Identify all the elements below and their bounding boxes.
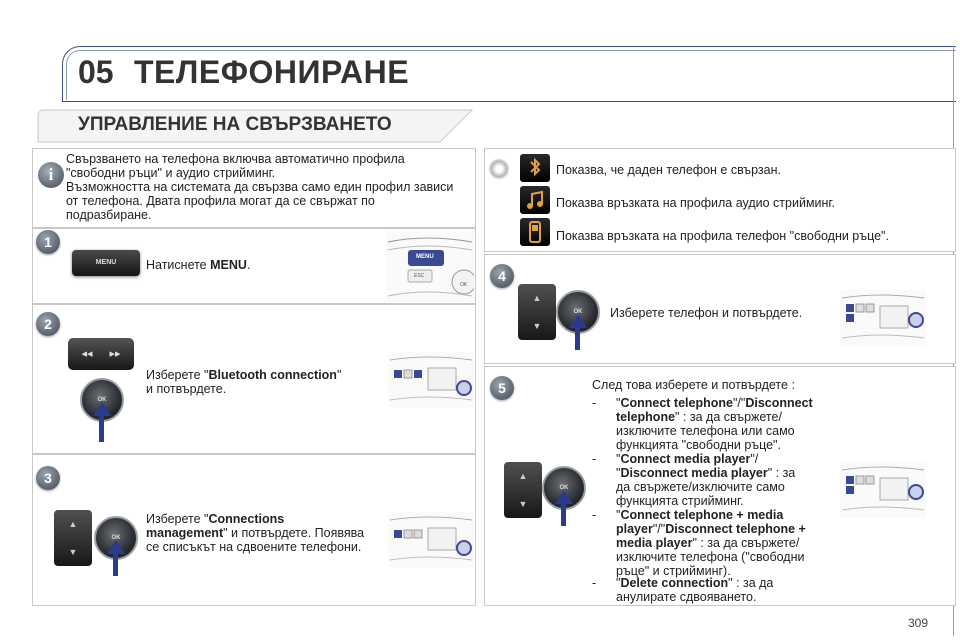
- radio-drawing: [386, 230, 474, 302]
- step-5-item-3: - "Connect telephone + media player"/"Disconnect telephone + media player" : за да свържете/ изключите телефона ("свободни ръце" и стрийминг).: [592, 508, 806, 578]
- menu-button[interactable]: MENU: [72, 250, 140, 276]
- info-icon: i: [38, 162, 64, 188]
- phone-icon: [520, 218, 550, 246]
- seek-forward-button[interactable]: ▸▸: [96, 338, 134, 370]
- chapter-number: 05: [78, 54, 114, 90]
- radio-ok-label: OK: [460, 282, 468, 288]
- section-title: УПРАВЛЕНИЕ НА СВЪРЗВАНЕТО: [78, 114, 392, 135]
- up-down-buttons-step-3[interactable]: ▲ ▼: [54, 510, 92, 566]
- up-down-buttons-step-4[interactable]: ▲ ▼: [518, 284, 556, 340]
- radio-esc-label: ESC: [414, 273, 425, 279]
- ok-knob-step-4[interactable]: OK: [556, 290, 600, 334]
- ok-knob-step-5[interactable]: OK: [542, 466, 586, 510]
- radio-panel-menu: [386, 230, 474, 302]
- step-5-intro: След това изберете и потвърдете :: [592, 378, 795, 392]
- step-2-text: Изберете "Bluetooth connection" и потвърдете.: [146, 368, 342, 396]
- arrow-head-step-4: [569, 314, 587, 328]
- step-5-item-2: - "Connect media player"/ "Disconnect media player" : за да свържете/изключите само функцията стрийминг.: [592, 452, 796, 508]
- chapter-title: ТЕЛЕФОНИРАНЕ: [134, 54, 410, 90]
- radio-panel-step-5a: [840, 462, 926, 518]
- status-bluetooth-text: Показва, че даден телефон е свързан.: [556, 163, 781, 177]
- radio-panel-step-2: [388, 352, 474, 408]
- ok-knob-step-3[interactable]: OK: [94, 516, 138, 560]
- info-text-1: Свързването на телефона включва автоматично профила "свободни ръци" и аудио стрийминг.: [66, 152, 405, 180]
- info-text-2: Възможността на системата да свързва само един профил зависи от телефона. Двата профила могат да се свържат по подразбиране.: [66, 180, 454, 222]
- step-3-text: Изберете "Connections management" и потвърдете. Появява се списъкът на сдвоените телефони.: [146, 512, 365, 554]
- status-handsfree-text: Показва връзката на профила телефон "свободни ръце".: [556, 229, 889, 243]
- step-5-item-1: - "Connect telephone"/"Disconnect telephone" : за да свържете/ изключите телефона или само функцията "свободни ръце".: [592, 396, 813, 452]
- radio-drawing-4: [840, 290, 926, 346]
- step-4-badge: 4: [490, 264, 514, 288]
- radio-panel-step-3: [388, 512, 474, 568]
- step-3-badge: 3: [36, 466, 60, 490]
- radio-panel-step-4: [840, 290, 926, 346]
- page-number: 309: [908, 616, 929, 630]
- up-down-buttons-step-5[interactable]: ▲ ▼: [504, 462, 542, 518]
- seek-back-button[interactable]: ◂◂: [68, 338, 106, 370]
- step-5-badge: 5: [490, 376, 514, 400]
- ok-knob-step-2[interactable]: OK: [80, 378, 124, 422]
- radio-menu-label: MENU: [416, 254, 434, 260]
- arrow-head-step-2: [93, 402, 111, 416]
- radio-drawing-5a: [840, 462, 926, 518]
- step-4-text: Изберете телефон и потвърдете.: [610, 306, 803, 320]
- step-5-item-4: - "Delete connection" : за да анулирате сдвояването.: [592, 576, 774, 604]
- step-1-text: Натиснете MENU.: [146, 258, 251, 272]
- step-1-badge: 1: [36, 230, 60, 254]
- bluetooth-icon: [520, 154, 550, 182]
- light-icon: [488, 158, 510, 180]
- status-audio-text: Показва връзката на профила аудио стрийминг.: [556, 196, 835, 210]
- radio-drawing-3: [388, 512, 474, 568]
- radio-drawing-2: [388, 352, 474, 408]
- arrow-step-2: [99, 412, 104, 442]
- arrow-head-step-5: [555, 490, 573, 504]
- music-note-icon: [520, 186, 550, 214]
- step-2-badge: 2: [36, 312, 60, 336]
- arrow-head-step-3: [107, 540, 125, 554]
